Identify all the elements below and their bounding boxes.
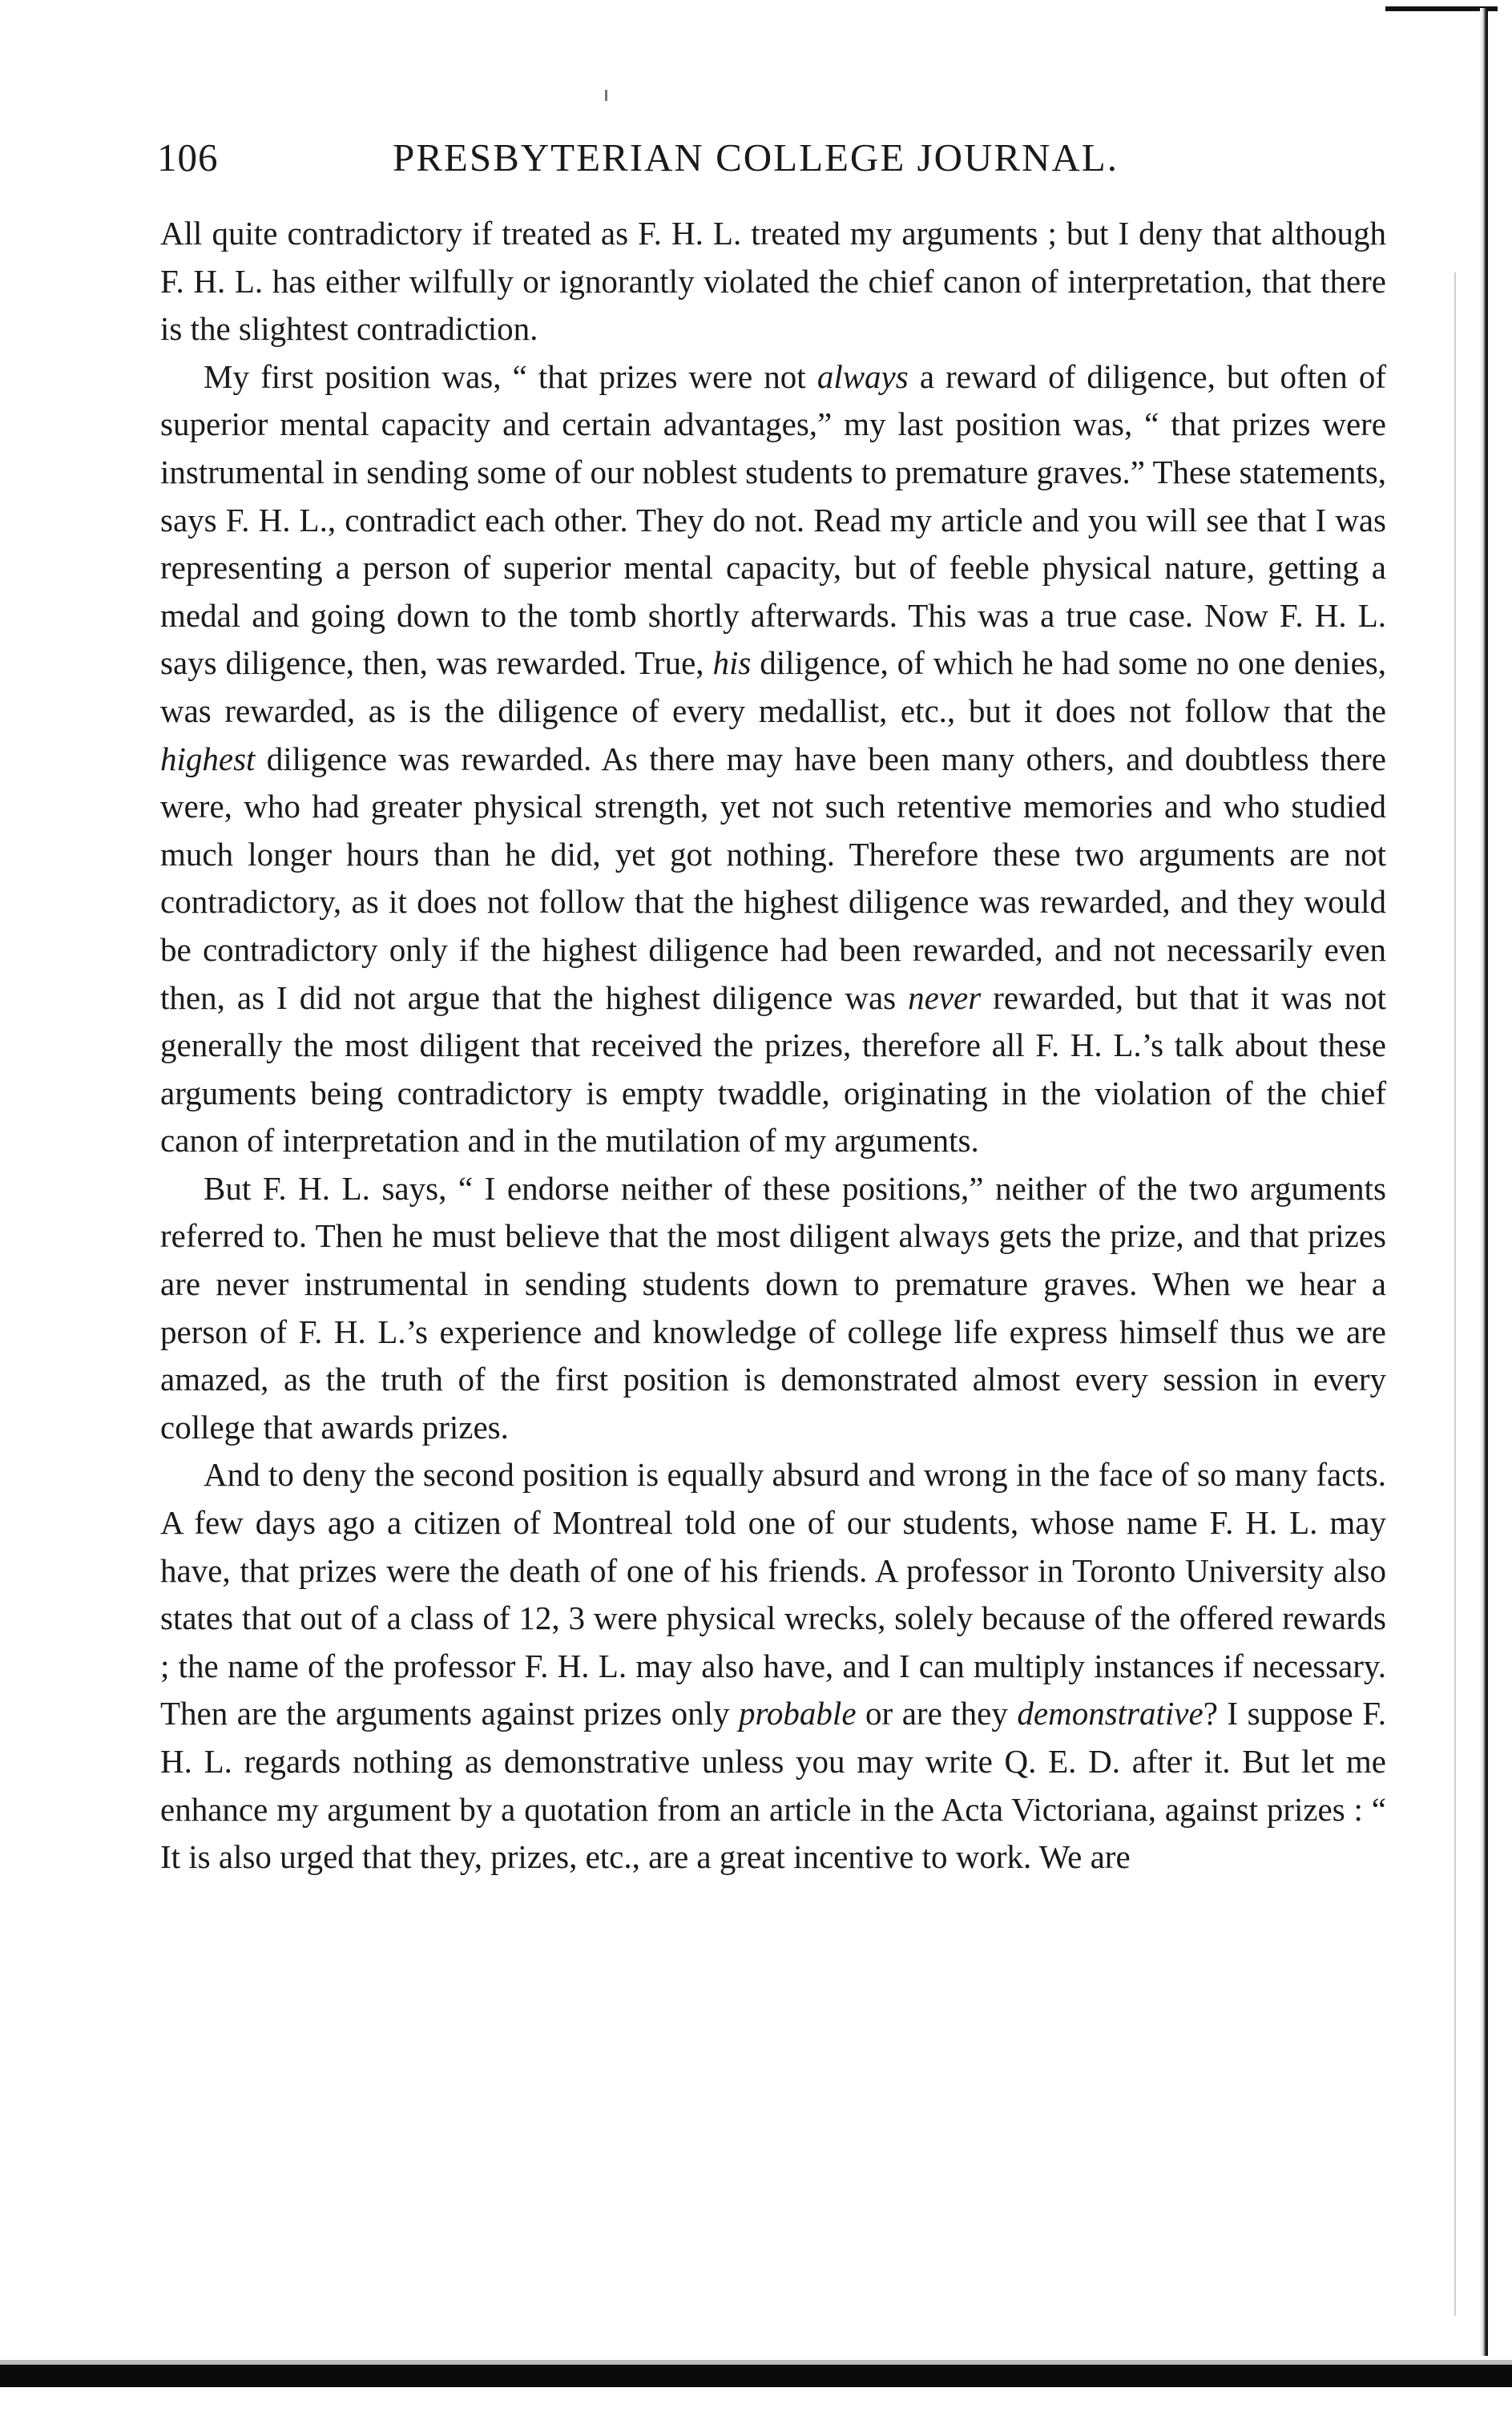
- paragraph-text: a reward of diligence, but often of superior mental capacity and certain advantages,” my last position was, “ that prizes were instrumental in sending some of our noblest students to premature graves.” These statements, says F. H. L., contradict each other. They do not. Read my article and you will see that I was representing a person of superior mental capacity, but of feeble physical nature, getting a medal and going down to the tomb shortly afterwards. This was a true case. Now F. H. L. says diligence, then, was rewarded. True,: [160, 357, 1386, 682]
- paragraph-text: But F. H. L. says, “ I endorse neither of these positions,” neither of the two arguments referred to. Then he must believe that the most diligent always gets the prize, and that prizes are never instrumental in sending students down to premature graves. When we hear a person of F. H. L.’s experience and knowledge of college life express himself thus we are amazed, as the truth of the first position is demonstrated almost every session in every college that awards prizes.: [160, 1169, 1386, 1446]
- paragraph: [160, 1451, 1386, 1881]
- emphasis-text: never: [908, 978, 982, 1016]
- paragraph-text: ? I suppose F. H. L. regards nothing as demonstrative unless you may write Q. E. D. after it. But let me enhance my argument by a quotation from an article in the Acta Victoriana, against prizes : “ It is also urged that they, prizes, etc., are a great incentive to work. We are: [160, 1695, 1386, 1876]
- running-title: PRESBYTERIAN COLLEGE JOURNAL.: [393, 135, 1119, 179]
- emphasis-text: highest: [160, 740, 256, 777]
- paragraph-text: And to deny the second position is equally absurd and wrong in the face of so many facts. A few days ago a citizen of Montreal told one of our students, whose name F. H. L. may have, that prizes were the death of one of his friends. A professor in Toronto University also states that out of a class of 12, 3 were physical wrecks, solely because of the offered rewards ; the name of the professor F. H. L. may also have, and I can multiply instances if necessary. Then are the arguments against prizes only: [160, 1456, 1386, 1732]
- emphasis-text: demonstrative: [1017, 1695, 1204, 1732]
- paragraph-text: or are they: [856, 1695, 1018, 1732]
- page-number: 106: [157, 135, 219, 179]
- emphasis-text: always: [816, 357, 909, 395]
- scan-edge-right-inner: [1454, 272, 1456, 2316]
- paragraph-text: diligence, of which he had some no one denies, was rewarded, as is the diligence of every medallist, etc., but it does not follow that the: [160, 644, 1387, 729]
- article-body: [160, 210, 1386, 1882]
- paragraph: [160, 353, 1386, 1165]
- emphasis-text: probable: [739, 1695, 857, 1732]
- paragraph-text: All quite contradictory if treated as F. H. L. treated my arguments ; but I deny that although F. H. L. has either wilfully or ignorantly violated the chief canon of interpretation, that there is the slightest contradiction.: [160, 215, 1386, 348]
- paragraph: [160, 1165, 1386, 1452]
- running-head: [157, 135, 1391, 199]
- paragraph-text: My first position was, “ that prizes were not: [204, 357, 817, 395]
- scan-edge-bottom: [0, 2365, 1512, 2387]
- emphasis-text: his: [712, 644, 752, 682]
- paragraph: [160, 210, 1386, 353]
- paragraph-text: diligence was rewarded. As there may have been many others, and doubtless there were, who had greater physical strength, yet not such retentive memories and who studied much longer hours than he did, yet got nothing. Therefore these two arguments are not contradictory, as it does not follow that the highest diligence was rewarded, and they would be contradictory only if the highest diligence had been rewarded, and not necessarily even then, as I did not argue that the highest diligence was: [160, 740, 1386, 1016]
- paragraph-text: rewarded, but that it was not generally the most diligent that received the prizes, therefore all F. H. L.’s talk about these arguments being contradictory is empty twaddle, originating in the violation of the chief canon of interpretation and in the mutilation of my arguments.: [160, 978, 1386, 1160]
- scan-edge-right: [1480, 8, 1488, 2356]
- scan-speck: [605, 90, 607, 101]
